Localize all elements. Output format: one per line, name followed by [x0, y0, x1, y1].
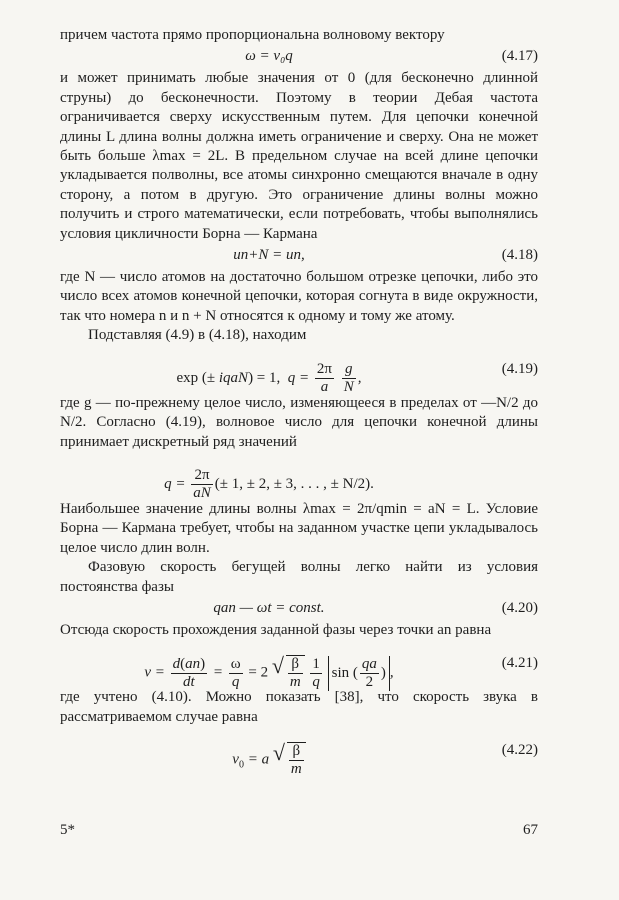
fraction: $\frac{d(an)}{dt}$: [172, 655, 206, 690]
paragraph-7: Фазовую скорость бегущей волны легко найти из условия постоянства фазы: [60, 559, 538, 595]
equation-4-19: [60, 346, 538, 394]
fraction: $\frac{2\pi}{a}$: [316, 360, 332, 395]
fraction: $\frac{2\pi}{aN}$: [193, 466, 211, 501]
equation-expression: v = $\frac{d(an)}{dt}$ = $\frac{\omega}{q}$ = 2 √ $\frac{\beta}{m}$ $\frac{1}{q}$ sin ( $\frac{qa}{2}$ ) ,: [144, 653, 394, 691]
paragraph-6: Наибольшее значение длины волны λmax = 2π/qmin = aN = L. Условие Борна — Кармана требует, чтобы на заданном участке цепи укладывалось целое число длин волн.: [60, 500, 538, 556]
equation-expression: ω = v₀q: [245, 48, 293, 65]
page-content: [60, 26, 538, 778]
equation-number: (4.17): [501, 48, 538, 65]
paragraph-4: Подставляя (4.9) в (4.18), находим: [88, 327, 307, 344]
equation-expression: q = $\frac{2\pi}{aN}$ (± 1, ± 2, ± 3, . . . , ± N/2).: [164, 466, 374, 501]
paragraph-2: и может принимать любые значения от 0 (для бесконечно длинной струны) до бесконечности. Поэтому в теории Дебая частота ограничивается сверху искусственным путем. Для цепочки конечной длины L длина волны должна иметь ограничение и сверху. Она не может быть больше λmax = 2L. В предельном случае на всей длине цепочки укладывается полволны, все атомы синхронно смещаются вначале в одну сторону, а потом в другую. Это ограничение длины волны можно получить и строго математически, если потребовать, чтобы выполнялись условия цикличности Борна — Кармана: [60, 70, 538, 242]
equation-4-20: [60, 597, 538, 621]
fraction: $\frac{1}{q}$: [312, 655, 320, 690]
square-root: √ $\frac{\beta}{m}$: [272, 655, 305, 691]
page-number: 67: [523, 822, 538, 838]
equation-4-22: [60, 727, 538, 778]
equation-4-21: [60, 640, 538, 691]
equation-expression: $v_0 = a$ √ $\frac{\beta}{m}$: [60, 742, 478, 778]
equation-expression: qan — ωt = const.: [213, 599, 325, 616]
equation-expression: exp (± iqaN) = 1, q = $\frac{2\pi}{a}$ $\frac{g}{N}$ ,: [176, 360, 362, 395]
equation-number: (4.22): [501, 742, 538, 759]
equation-expression: un+N = un,: [233, 247, 305, 264]
paragraph-5: где g — по-прежнему целое число, изменяющееся в пределах от —N/2 до N/2. Согласно (4.19), волновое число для цепочки конечной длины принимает дискретный ряд значений: [60, 394, 538, 450]
equation-number: (4.19): [501, 360, 538, 377]
absolute-value: sin ( $\frac{qa}{2}$ ): [328, 656, 390, 691]
paragraph-9: где учтено (4.10). Можно показать [38], что скорость звука в рассматриваемом случае равна: [60, 689, 538, 725]
paragraph-1: причем частота прямо пропорциональна волновому вектору: [60, 27, 445, 43]
equation-number: (4.21): [501, 655, 538, 672]
equation-4-18: [60, 244, 538, 268]
square-root: √ $\frac{\beta}{m}$: [273, 742, 306, 778]
equation-4-17: [60, 45, 538, 69]
paragraph-3: где N — число атомов на достаточно большом отрезке цепочки, либо это число всех атомов конечной цепочки, которая согнута в виде окружности, так что номера n и n + N относятся к одному и тому же атому.: [60, 269, 538, 324]
paragraph-8: Отсюда скорость прохождения заданной фазы через точки an равна: [60, 621, 492, 638]
fraction: $\frac{\omega}{q}$: [230, 655, 241, 690]
equation-q-values: [60, 452, 538, 500]
equation-number: (4.18): [501, 247, 538, 264]
equation-number: (4.20): [501, 599, 538, 616]
signature-mark: 5*: [60, 822, 75, 838]
fraction: $\frac{g}{N}$: [343, 360, 354, 395]
